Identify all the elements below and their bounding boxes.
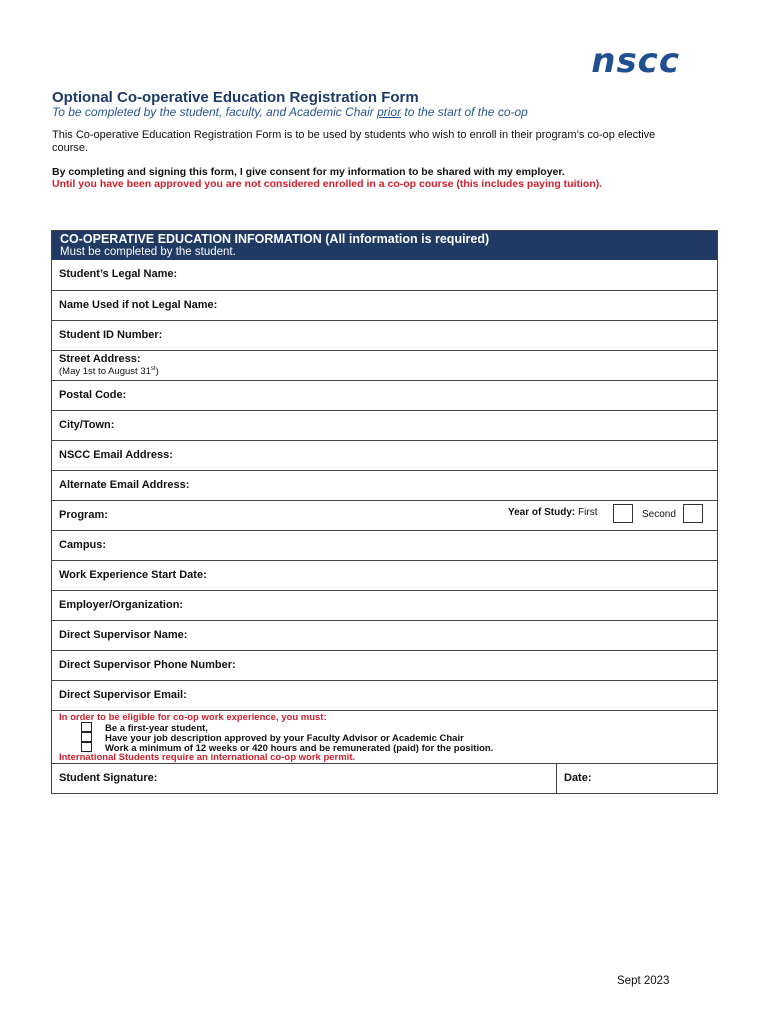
supervisor-name-field[interactable] — [52, 620, 717, 650]
consent-text: By completing and signing this form, I give consent for my information to be shared with my employer. — [52, 166, 565, 178]
supervisor-name-label: Direct Supervisor Name: — [59, 629, 188, 641]
eligibility-item: Have your job description approved by your Faculty Advisor or Academic Chair — [81, 732, 464, 744]
date-field[interactable]: Date: — [564, 772, 592, 784]
signature-row — [52, 763, 717, 793]
eligibility-item: Work a minimum of 12 weeks or 420 hours and be remunerated (paid) for the position. — [81, 742, 493, 754]
used-name-label: Name Used if not Legal Name: — [59, 299, 218, 311]
city-label: City/Town: — [59, 419, 115, 431]
eligibility-checkbox[interactable] — [81, 742, 92, 752]
program-field[interactable] — [52, 500, 717, 530]
start-date-label: Work Experience Start Date: — [59, 569, 207, 581]
international-note: International Students require an international co-op work permit. — [59, 752, 356, 763]
start-date-field[interactable] — [52, 560, 717, 590]
year-second-checkbox[interactable] — [683, 504, 703, 523]
street-address-note: (May 1st to August 31st) — [59, 366, 159, 378]
employer-field[interactable] — [52, 590, 717, 620]
form-header-subtitle: Must be completed by the student. — [60, 246, 236, 258]
program-label: Program: — [59, 509, 108, 521]
enrollment-warning: Until you have been approved you are not considered enrolled in a co-op course (this includes paying tuition). — [52, 178, 603, 190]
year-first-checkbox[interactable] — [613, 504, 633, 523]
signature-field[interactable]: Student Signature: — [59, 772, 158, 784]
nscc-email-field[interactable] — [52, 440, 717, 470]
street-address-label: Street Address: — [59, 353, 141, 365]
alternate-email-field[interactable] — [52, 470, 717, 500]
student-id-label: Student ID Number: — [59, 329, 163, 341]
supervisor-phone-label: Direct Supervisor Phone Number: — [59, 659, 236, 671]
eligibility-title: In order to be eligible for co-op work experience, you must: — [59, 712, 327, 723]
page-title: Optional Co-operative Education Registration Form — [52, 89, 419, 106]
supervisor-email-field[interactable] — [52, 680, 717, 710]
coop-info-form — [51, 230, 718, 794]
city-field[interactable] — [52, 410, 717, 440]
year-second-label: Second — [642, 509, 676, 520]
nscc-logo: nscc — [591, 41, 680, 81]
nscc-email-label: NSCC Email Address: — [59, 449, 173, 461]
eligibility-item: Be a first-year student, — [81, 722, 208, 734]
supervisor-email-label: Direct Supervisor Email: — [59, 689, 187, 701]
campus-field[interactable] — [52, 530, 717, 560]
student-id-field[interactable] — [52, 320, 717, 350]
footer-date: Sept 2023 — [617, 975, 670, 987]
form-header — [52, 231, 717, 260]
postal-code-field[interactable] — [52, 380, 717, 410]
signature-divider — [556, 764, 557, 793]
campus-label: Campus: — [59, 539, 107, 551]
eligibility-section — [52, 710, 717, 763]
employer-label: Employer/Organization: — [59, 599, 184, 611]
intro-text: This Co-operative Education Registration Form is to be used by students who wish to enroll in their program’s co-op elective course. — [52, 129, 656, 154]
page-subtitle: To be completed by the student, faculty, and Academic Chair prior to the start of the co-op — [52, 105, 528, 119]
form-header-title: CO-OPERATIVE EDUCATION INFORMATION (All information is required) — [60, 232, 490, 246]
eligibility-checkbox[interactable] — [81, 732, 92, 742]
postal-code-label: Postal Code: — [59, 389, 127, 401]
legal-name-field[interactable] — [52, 260, 717, 290]
supervisor-phone-field[interactable] — [52, 650, 717, 680]
legal-name-label: Student’s Legal Name: — [59, 268, 178, 280]
eligibility-checkbox[interactable] — [81, 722, 92, 732]
street-address-field[interactable] — [52, 350, 717, 380]
used-name-field[interactable] — [52, 290, 717, 320]
alternate-email-label: Alternate Email Address: — [59, 479, 190, 491]
year-of-study: Year of Study: First — [508, 507, 598, 518]
